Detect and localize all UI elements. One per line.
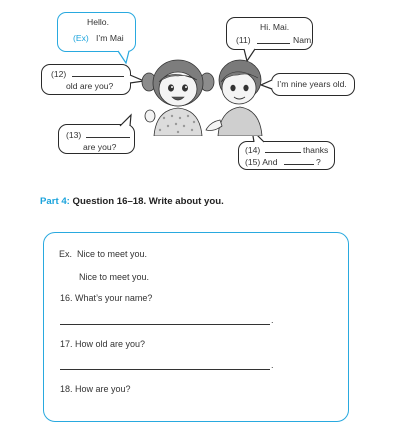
bubble-15-label: (15) And <box>245 157 278 167</box>
question-16: 16. What’s your name? <box>60 293 153 303</box>
example-label: Ex. <box>59 249 73 259</box>
bubble-14-label: (14) <box>245 145 261 155</box>
bubble-nine-text: I’m nine years old. <box>277 79 347 89</box>
blank-13[interactable] <box>86 129 130 138</box>
example-answer: Nice to meet you. <box>79 272 150 282</box>
answer-period-17: . <box>271 360 274 370</box>
speech-bubble-hi-mai <box>226 17 313 50</box>
blank-12[interactable] <box>72 68 124 77</box>
speech-bubble-hello <box>57 12 136 52</box>
bubble-qmark-text: ? <box>316 157 321 167</box>
speech-bubble-nine <box>271 73 355 96</box>
bubble-13-label: (13) <box>66 130 82 140</box>
part4-label: Part 4: <box>40 196 70 207</box>
part4-heading <box>40 196 224 207</box>
bubble-11-label: (11) <box>236 35 251 45</box>
answer-period-16: . <box>271 315 274 325</box>
answer-line-16[interactable] <box>60 324 270 325</box>
bubble-ex-label: (Ex) <box>73 33 89 43</box>
answer-box <box>43 232 349 422</box>
part4-instructions: Question 16–18. Write about you. <box>72 196 224 207</box>
blank-11[interactable] <box>257 35 290 44</box>
question-17: 17. How old are you? <box>60 339 146 349</box>
bubble-are-you-text: are you? <box>83 142 117 152</box>
blank-15[interactable] <box>284 156 314 165</box>
bubble-im-mai-text: I’m Mai <box>96 33 124 43</box>
bubble-hi-mai-text: Hi. Mai. <box>260 22 290 32</box>
question-18: 18. How are you? <box>60 384 131 394</box>
bubble-hello-text: Hello. <box>87 17 109 27</box>
speech-bubble-q14-q15 <box>238 141 335 170</box>
boy-illustration <box>204 56 270 136</box>
blank-14[interactable] <box>265 144 301 153</box>
bubble-thanks-text: thanks <box>303 145 329 155</box>
bubble-tail-q13 <box>118 113 138 129</box>
example-question: Nice to meet you. <box>77 249 148 259</box>
bubble-old-are-you-text: old are you? <box>66 81 114 91</box>
bubble-12-label: (12) <box>51 69 67 79</box>
answer-line-17[interactable] <box>60 369 270 370</box>
speech-bubble-q12 <box>41 64 131 95</box>
bubble-nam-text: Nam. <box>293 35 314 45</box>
